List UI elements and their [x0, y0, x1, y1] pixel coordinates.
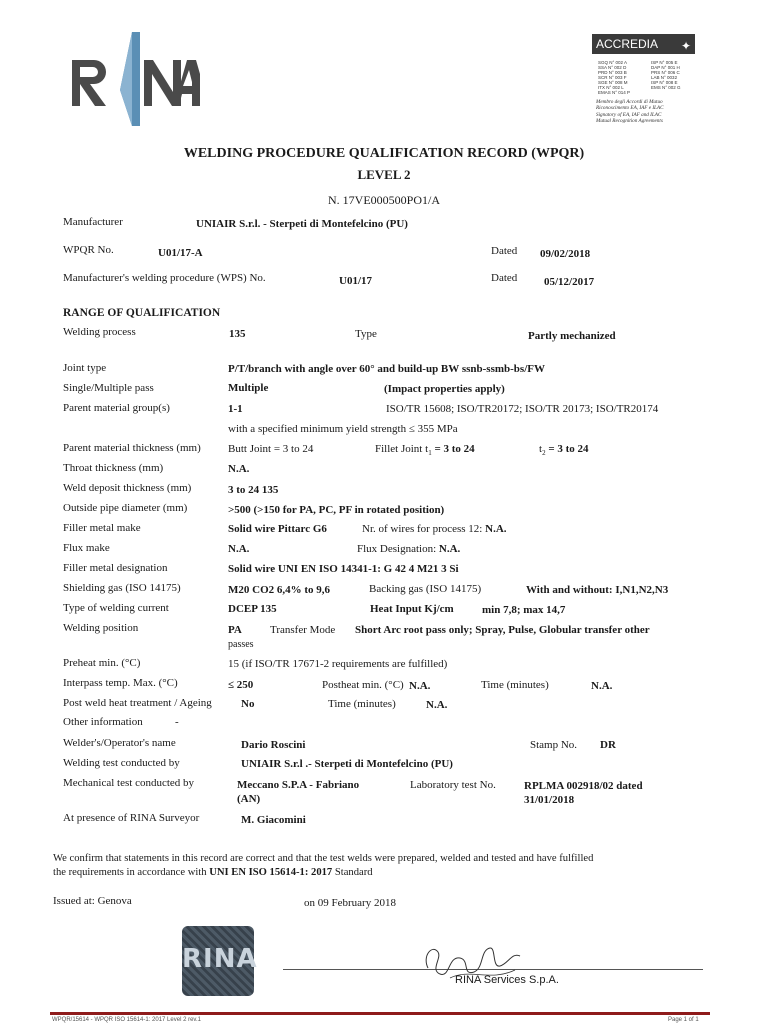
hologram-stamp-text: RINA: [182, 944, 258, 974]
wps-value: U01/17: [339, 275, 372, 287]
pipe-diameter-value: >500 (>150 for PA, PC, PF in rotated position): [228, 504, 445, 516]
accredia-code: ITX N° 002 L: [598, 85, 624, 90]
single-multiple-label: Single/Multiple pass: [63, 382, 154, 394]
lab-test-value: RPLMA 002918/02 dated: [524, 780, 643, 792]
welding-process-label: Welding process: [63, 326, 136, 338]
preheat-label: Preheat min. (°C): [63, 657, 141, 669]
flux-designation-field: [357, 543, 460, 556]
filler-make-label: Filler metal make: [63, 522, 141, 534]
preheat-value: 15 (if ISO/TR 17671-2 requirements are fulfilled): [228, 658, 448, 670]
accredia-code: ISP N° 008 E: [651, 80, 678, 85]
test-by-label: Welding test conducted by: [63, 757, 180, 769]
pwht-time-value: N.A.: [426, 699, 448, 711]
pipe-diameter-label: Outside pipe diameter (mm): [63, 502, 188, 514]
throat-label: Throat thickness (mm): [63, 462, 164, 474]
mech-test-value: Meccano S.P.A - Fabriano: [237, 779, 360, 791]
butt-joint-value: [228, 443, 313, 456]
hologram-stamp: [182, 926, 258, 996]
accredia-code: PRD N° 003 B: [598, 70, 627, 75]
transfer-mode-label: Transfer Mode: [270, 624, 336, 636]
accredia-code: SCR N° 003 F: [598, 75, 627, 80]
footer-left: WPQR/15614 - WPQR ISO 15614-1: 2017 Level 2 rev.1: [52, 1017, 201, 1023]
accredia-code: SSA N° 002 D: [598, 65, 627, 70]
postheat-label: Postheat min. (°C): [322, 679, 404, 691]
accredia-code: SGE N° 008 M: [598, 80, 628, 85]
weld-deposit-label: Weld deposit thickness (mm): [63, 482, 192, 494]
parent-group-line2: with a specified minimum yield strength ≤ 355 MPa: [228, 423, 458, 435]
fillet-joint: [375, 443, 475, 460]
accredia-logo: [592, 34, 695, 54]
mech-test-label: Mechanical test conducted by: [63, 777, 195, 789]
welding-process-value: 135: [229, 328, 246, 340]
filler-designation-label: Filler metal designation: [63, 562, 168, 574]
transfer-mode-value2: passes: [228, 639, 254, 650]
flux-make-label: Flux make: [63, 542, 110, 554]
document-title: WELDING PROCEDURE QUALIFICATION RECORD (WPQR): [183, 146, 585, 161]
interpass-label: Interpass temp. Max. (°C): [63, 677, 178, 689]
test-by-value: UNIAIR S.r.l .- Sterpeti di Montefelcino (PU): [241, 758, 453, 770]
stamp-value: DR: [600, 739, 616, 751]
other-info-value: -: [175, 716, 179, 728]
manufacturer-label: Manufacturer: [63, 216, 123, 228]
impact-note: (Impact properties apply): [384, 383, 505, 395]
accredia-icon: ✦: [680, 39, 691, 53]
wpqr-dated-label: Dated: [491, 245, 518, 257]
shielding-gas-label: Shielding gas (ISO 14175): [63, 582, 181, 594]
wpqr-label: WPQR No.: [63, 244, 114, 256]
heat-input-value: min 7,8; max 14,7: [482, 604, 566, 616]
position-value: PA: [228, 624, 242, 636]
throat-value: N.A.: [228, 463, 250, 475]
accredia-note: Signatory of EA, IAF and ILAC: [596, 112, 662, 118]
confirm-line2-post: Standard: [332, 867, 373, 878]
parent-thickness-label: Parent material thickness (mm): [63, 442, 201, 454]
pwht-label: Post weld heat treatment / Ageing: [63, 697, 212, 709]
joint-type-value: P/T/branch with angle over 60° and build-up BW ssnb-ssmb-bs/FW: [228, 363, 545, 375]
butt-joint-text: Butt Joint = 3 to 24: [228, 443, 314, 455]
accredia-note: Membro degli Accordi di Mutuo: [596, 99, 663, 105]
surveyor-value: M. Giacomini: [241, 814, 306, 826]
flux-make-value: N.A.: [228, 543, 250, 555]
other-info-label: Other information: [63, 716, 143, 728]
lab-test-label: Laboratory test No.: [410, 779, 496, 791]
accredia-code: PRS N° 006 C: [651, 70, 680, 75]
footer-bar: [50, 1012, 710, 1015]
postheat-value: N.A.: [409, 680, 431, 692]
t2-text: = 3 to 24: [545, 443, 589, 455]
current-type-value: DCEP 135: [228, 603, 277, 615]
confirm-line2-pre: the requirements in accordance with: [53, 867, 210, 878]
interpass-time-value: N.A.: [591, 680, 613, 692]
heat-input-label: Heat Input Kj/cm: [370, 603, 454, 615]
t2-label: t: [539, 443, 543, 455]
wps-dated-value: 05/12/2017: [544, 276, 595, 288]
accredia-label: ACCREDIA: [596, 37, 659, 51]
wps-label: Manufacturer's welding procedure (WPS) No.: [63, 272, 266, 284]
document-level: LEVEL 2: [357, 167, 411, 182]
wpqr-dated-value: 09/02/2018: [540, 248, 591, 260]
fillet-joint-label: Fillet Joint t: [375, 443, 429, 455]
issued-place: Issued at: Genova: [53, 895, 132, 907]
pwht-value: No: [241, 698, 255, 710]
t2-sub: 2: [542, 449, 546, 458]
signature-company: RINA Services S.p.A.: [455, 974, 559, 986]
footer-right: Page 1 of 1: [668, 1017, 699, 1023]
wires-field: [362, 523, 507, 536]
accredia-code: LAB N° 0032: [651, 75, 678, 80]
parent-group-label: Parent material group(s): [63, 402, 170, 414]
flux-designation-value: N.A.: [438, 543, 461, 555]
lab-test-value2: 31/01/2018: [524, 794, 575, 806]
transfer-mode-value: Short Arc root pass only; Spray, Pulse, Globular transfer other: [355, 624, 650, 636]
confirm-standard: UNI EN ISO 15614-1: 2017: [209, 867, 333, 878]
weld-deposit-value: 3 to 24 135: [228, 484, 279, 496]
accredia-code: SGQ N° 002 A: [598, 60, 628, 65]
filler-make-value: Solid wire Pittarc G6: [228, 523, 327, 535]
surveyor-label: At presence of RINA Surveyor: [63, 812, 200, 824]
type-value: Partly mechanized: [528, 330, 616, 342]
welder-value: Dario Roscini: [241, 739, 306, 751]
issued-date: on 09 February 2018: [304, 897, 396, 909]
flux-designation-label: Flux Designation:: [357, 543, 437, 555]
mech-test-value2: (AN): [237, 793, 261, 805]
document-number: N. 17VE000500PO1/A: [327, 193, 440, 207]
accredia-code: DAP N° 001 H: [651, 65, 680, 70]
wires-value: N.A.: [485, 523, 507, 535]
accredia-note: Riconoscimento EA, IAF e ILAC: [596, 105, 664, 111]
t2-value: [539, 443, 589, 460]
interpass-time-label: Time (minutes): [481, 679, 549, 691]
manufacturer-value: UNIAIR S.r.l. - Sterpeti di Montefelcino (PU): [196, 218, 408, 230]
accredia-code: EMS N° 002 G: [651, 85, 681, 90]
fillet-joint-value: = 3 to 24: [431, 443, 475, 455]
wpqr-value: U01/17-A: [158, 247, 203, 259]
confirm-line1: We confirm that statements in this record are correct and that the test welds were prepared, welded and tested and have fulfilled: [53, 853, 594, 864]
confirm-line2: [53, 866, 373, 879]
accredia-note: Mutual Recognition Agreements: [596, 118, 663, 124]
pwht-time-label: Time (minutes): [328, 698, 396, 710]
accredia-code: EMAS N° 014 P: [598, 90, 631, 95]
fillet-sub: 1: [428, 449, 432, 458]
parent-group-value: 1-1: [228, 403, 243, 415]
parent-group-standards: ISO/TR 15608; ISO/TR20172; ISO/TR 20173; ISO/TR20174: [386, 403, 659, 415]
single-multiple-value: Multiple: [228, 382, 269, 394]
wps-dated-label: Dated: [491, 272, 518, 284]
joint-type-label: Joint type: [63, 362, 107, 374]
stamp-label: Stamp No.: [530, 739, 578, 751]
welder-label: Welder's/Operator's name: [63, 737, 176, 749]
backing-gas-value: With and without: I,N1,N2,N3: [526, 584, 669, 596]
range-heading: RANGE OF QUALIFICATION: [63, 307, 221, 319]
accredia-code: ISP N° 005 E: [651, 60, 678, 65]
rina-logo: [70, 30, 200, 130]
current-type-label: Type of welding current: [63, 602, 169, 614]
backing-gas-label: Backing gas (ISO 14175): [369, 583, 482, 595]
wires-label: Nr. of wires for process 12:: [362, 523, 483, 535]
shielding-gas-value: M20 CO2 6,4% to 9,6: [228, 584, 331, 596]
type-label: Type: [355, 328, 377, 340]
filler-designation-value: Solid wire UNI EN ISO 14341-1: G 42 4 M21 3 Si: [228, 563, 459, 575]
position-label: Welding position: [63, 622, 139, 634]
interpass-value: ≤ 250: [228, 679, 254, 691]
